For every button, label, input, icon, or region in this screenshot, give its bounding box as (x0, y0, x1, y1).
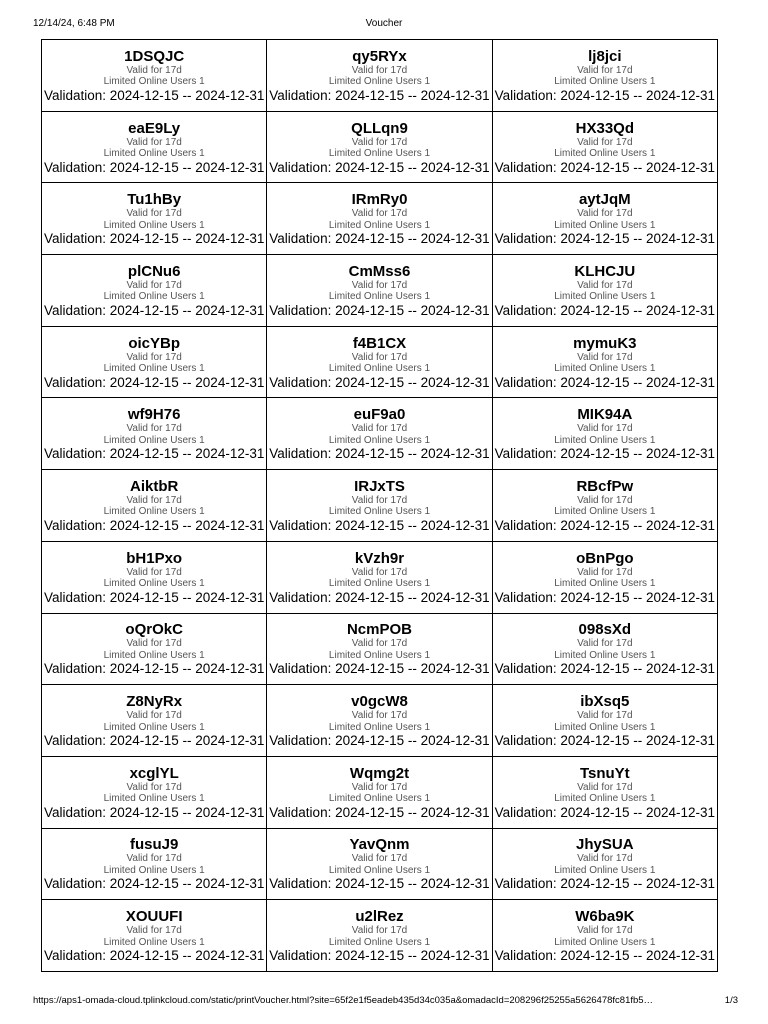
voucher-code: u2lRez (355, 908, 404, 926)
voucher-code: eaE9Ly (128, 119, 181, 137)
voucher-duration: Valid for 17d (126, 64, 182, 76)
voucher-card (42, 112, 267, 184)
voucher-validation: Validation: 2024-12-15 -- 2024-12-31 (269, 446, 490, 462)
voucher-code: lj8jci (588, 47, 622, 65)
voucher-code: oQrOkC (125, 621, 183, 639)
voucher-card (493, 40, 718, 112)
voucher-card (493, 255, 718, 327)
voucher-code: MIK94A (577, 406, 633, 424)
voucher-duration: Valid for 17d (351, 781, 408, 793)
voucher-validation: Validation: 2024-12-15 -- 2024-12-31 (269, 231, 490, 247)
voucher-duration: Valid for 17d (126, 423, 182, 435)
voucher-code: aytJqM (578, 191, 631, 209)
voucher-code: oBnPgo (576, 549, 634, 567)
voucher-validation: Validation: 2024-12-15 -- 2024-12-31 (43, 948, 265, 964)
voucher-online-users: Limited Online Users 1 (328, 649, 431, 661)
print-header (0, 0, 768, 40)
voucher-online-users: Limited Online Users 1 (554, 578, 656, 590)
voucher-code: bH1Pxo (126, 549, 183, 567)
voucher-validation: Validation: 2024-12-15 -- 2024-12-31 (269, 517, 490, 533)
voucher-code: IRmRy0 (351, 191, 408, 209)
voucher-code: Tu1hBy (127, 191, 182, 209)
voucher-validation: Validation: 2024-12-15 -- 2024-12-31 (494, 661, 716, 677)
voucher-duration: Valid for 17d (351, 279, 408, 291)
voucher-code: TsnuYt (579, 764, 630, 782)
voucher-code: fusuJ9 (129, 836, 179, 854)
voucher-card (42, 685, 267, 757)
voucher-card (42, 255, 267, 327)
voucher-duration: Valid for 17d (126, 638, 182, 650)
voucher-validation: Validation: 2024-12-15 -- 2024-12-31 (269, 661, 490, 677)
voucher-duration: Valid for 17d (577, 853, 633, 865)
voucher-duration: Valid for 17d (351, 638, 408, 650)
voucher-validation: Validation: 2024-12-15 -- 2024-12-31 (269, 159, 490, 175)
voucher-validation: Validation: 2024-12-15 -- 2024-12-31 (269, 87, 490, 103)
voucher-duration: Valid for 17d (577, 64, 633, 76)
voucher-validation: Validation: 2024-12-15 -- 2024-12-31 (494, 231, 716, 247)
voucher-validation: Validation: 2024-12-15 -- 2024-12-31 (43, 231, 265, 247)
voucher-code: oicYBp (128, 334, 180, 352)
voucher-duration: Valid for 17d (351, 208, 408, 220)
voucher-duration: Valid for 17d (577, 638, 633, 650)
voucher-duration: Valid for 17d (126, 710, 182, 722)
voucher-code: YavQnm (349, 836, 410, 854)
voucher-card (267, 255, 492, 327)
voucher-code: wf9H76 (127, 406, 181, 424)
voucher-card (493, 685, 718, 757)
voucher-card (267, 900, 492, 972)
voucher-code: f4B1CX (352, 334, 407, 352)
voucher-card (42, 542, 267, 614)
voucher-online-users: Limited Online Users 1 (103, 721, 205, 733)
print-datetime: 12/14/24, 6:48 PM (33, 18, 115, 29)
voucher-duration: Valid for 17d (577, 494, 633, 506)
voucher-card (493, 112, 718, 184)
voucher-validation: Validation: 2024-12-15 -- 2024-12-31 (43, 302, 265, 318)
voucher-card (42, 900, 267, 972)
voucher-card (493, 327, 718, 399)
voucher-card (42, 327, 267, 399)
voucher-card (267, 757, 492, 829)
voucher-online-users: Limited Online Users 1 (554, 864, 656, 876)
voucher-validation: Validation: 2024-12-15 -- 2024-12-31 (43, 374, 265, 390)
voucher-online-users: Limited Online Users 1 (103, 578, 205, 590)
voucher-validation: Validation: 2024-12-15 -- 2024-12-31 (43, 804, 265, 820)
voucher-validation: Validation: 2024-12-15 -- 2024-12-31 (269, 589, 490, 605)
voucher-card (493, 829, 718, 901)
voucher-online-users: Limited Online Users 1 (328, 291, 431, 303)
voucher-duration: Valid for 17d (351, 351, 408, 363)
voucher-card (493, 398, 718, 470)
voucher-validation: Validation: 2024-12-15 -- 2024-12-31 (494, 876, 716, 892)
voucher-grid (41, 39, 718, 972)
voucher-duration: Valid for 17d (577, 279, 633, 291)
voucher-code: plCNu6 (127, 262, 181, 280)
voucher-online-users: Limited Online Users 1 (328, 434, 431, 446)
voucher-card (42, 829, 267, 901)
voucher-duration: Valid for 17d (126, 279, 182, 291)
voucher-online-users: Limited Online Users 1 (554, 148, 656, 160)
voucher-card (493, 900, 718, 972)
voucher-duration: Valid for 17d (126, 208, 182, 220)
voucher-code: W6ba9K (575, 908, 635, 926)
voucher-card (267, 398, 492, 470)
voucher-validation: Validation: 2024-12-15 -- 2024-12-31 (494, 589, 716, 605)
voucher-online-users: Limited Online Users 1 (328, 219, 431, 231)
voucher-duration: Valid for 17d (351, 566, 408, 578)
voucher-code: QLLqn9 (351, 119, 408, 137)
voucher-code: v0gcW8 (351, 693, 408, 711)
voucher-validation: Validation: 2024-12-15 -- 2024-12-31 (269, 876, 490, 892)
voucher-card (267, 614, 492, 686)
voucher-card (267, 685, 492, 757)
voucher-card (493, 542, 718, 614)
voucher-online-users: Limited Online Users 1 (103, 936, 205, 948)
voucher-validation: Validation: 2024-12-15 -- 2024-12-31 (43, 159, 265, 175)
voucher-duration: Valid for 17d (577, 710, 633, 722)
page-title: Voucher (365, 18, 403, 29)
voucher-code: qy5RYx (352, 47, 407, 65)
voucher-code: kVzh9r (354, 549, 405, 567)
voucher-duration: Valid for 17d (126, 351, 182, 363)
voucher-duration: Valid for 17d (577, 566, 633, 578)
voucher-duration: Valid for 17d (126, 925, 182, 937)
voucher-code: 098sXd (578, 621, 632, 639)
voucher-card (267, 40, 492, 112)
voucher-code: AiktbR (129, 477, 179, 495)
page-number: 1/3 (724, 995, 738, 1006)
voucher-validation: Validation: 2024-12-15 -- 2024-12-31 (43, 661, 265, 677)
voucher-online-users: Limited Online Users 1 (554, 76, 656, 88)
voucher-online-users: Limited Online Users 1 (103, 793, 205, 805)
voucher-duration: Valid for 17d (577, 781, 633, 793)
voucher-online-users: Limited Online Users 1 (328, 506, 431, 518)
voucher-validation: Validation: 2024-12-15 -- 2024-12-31 (494, 948, 716, 964)
voucher-validation: Validation: 2024-12-15 -- 2024-12-31 (43, 876, 265, 892)
voucher-duration: Valid for 17d (351, 64, 408, 76)
voucher-duration: Valid for 17d (577, 208, 633, 220)
voucher-card (493, 757, 718, 829)
voucher-online-users: Limited Online Users 1 (328, 936, 431, 948)
voucher-card (267, 829, 492, 901)
voucher-code: XOUUFI (125, 908, 183, 926)
voucher-validation: Validation: 2024-12-15 -- 2024-12-31 (494, 87, 716, 103)
voucher-validation: Validation: 2024-12-15 -- 2024-12-31 (43, 517, 265, 533)
voucher-online-users: Limited Online Users 1 (554, 434, 656, 446)
voucher-card (267, 112, 492, 184)
voucher-online-users: Limited Online Users 1 (103, 864, 205, 876)
voucher-code: euF9a0 (353, 406, 406, 424)
voucher-validation: Validation: 2024-12-15 -- 2024-12-31 (269, 733, 490, 749)
voucher-online-users: Limited Online Users 1 (103, 649, 205, 661)
voucher-card (42, 183, 267, 255)
voucher-code: xcglYL (129, 764, 179, 782)
voucher-code: 1DSQJC (124, 47, 185, 65)
voucher-online-users: Limited Online Users 1 (103, 291, 205, 303)
voucher-online-users: Limited Online Users 1 (103, 434, 205, 446)
voucher-duration: Valid for 17d (351, 423, 408, 435)
voucher-online-users: Limited Online Users 1 (103, 363, 205, 375)
voucher-online-users: Limited Online Users 1 (328, 578, 431, 590)
voucher-validation: Validation: 2024-12-15 -- 2024-12-31 (494, 804, 716, 820)
voucher-duration: Valid for 17d (351, 925, 408, 937)
voucher-online-users: Limited Online Users 1 (328, 864, 431, 876)
voucher-online-users: Limited Online Users 1 (554, 936, 656, 948)
voucher-card (267, 327, 492, 399)
voucher-validation: Validation: 2024-12-15 -- 2024-12-31 (494, 446, 716, 462)
voucher-code: HX33Qd (575, 119, 634, 137)
voucher-card (42, 40, 267, 112)
voucher-duration: Valid for 17d (577, 423, 633, 435)
voucher-code: RBcfPw (576, 477, 634, 495)
voucher-code: ibXsq5 (580, 693, 630, 711)
voucher-code: Wqmg2t (349, 764, 410, 782)
voucher-online-users: Limited Online Users 1 (103, 76, 205, 88)
voucher-code: Z8NyRx (126, 693, 183, 711)
voucher-online-users: Limited Online Users 1 (554, 291, 656, 303)
voucher-validation: Validation: 2024-12-15 -- 2024-12-31 (494, 159, 716, 175)
voucher-online-users: Limited Online Users 1 (103, 219, 205, 231)
voucher-duration: Valid for 17d (126, 136, 182, 148)
voucher-card (42, 757, 267, 829)
voucher-code: JhySUA (576, 836, 634, 854)
voucher-online-users: Limited Online Users 1 (554, 363, 656, 375)
voucher-validation: Validation: 2024-12-15 -- 2024-12-31 (494, 733, 716, 749)
voucher-duration: Valid for 17d (577, 925, 633, 937)
voucher-duration: Valid for 17d (577, 136, 633, 148)
voucher-code: IRJxTS (354, 477, 405, 495)
voucher-code: mymuK3 (573, 334, 637, 352)
voucher-validation: Validation: 2024-12-15 -- 2024-12-31 (269, 302, 490, 318)
voucher-validation: Validation: 2024-12-15 -- 2024-12-31 (43, 446, 265, 462)
voucher-code: NcmPOB (346, 621, 412, 639)
voucher-validation: Validation: 2024-12-15 -- 2024-12-31 (43, 733, 265, 749)
voucher-validation: Validation: 2024-12-15 -- 2024-12-31 (494, 374, 716, 390)
voucher-duration: Valid for 17d (351, 494, 408, 506)
voucher-code: CmMss6 (348, 262, 411, 280)
voucher-duration: Valid for 17d (351, 136, 408, 148)
voucher-online-users: Limited Online Users 1 (328, 721, 431, 733)
voucher-card (267, 183, 492, 255)
voucher-online-users: Limited Online Users 1 (554, 506, 656, 518)
voucher-online-users: Limited Online Users 1 (554, 793, 656, 805)
voucher-duration: Valid for 17d (577, 351, 633, 363)
voucher-online-users: Limited Online Users 1 (103, 148, 205, 160)
voucher-online-users: Limited Online Users 1 (554, 649, 656, 661)
voucher-card (493, 614, 718, 686)
voucher-code: KLHCJU (574, 262, 636, 280)
print-url: https://aps1-omada-cloud.tplinkcloud.com/static/printVoucher.html?site=65f2e1f5eadeb435d34c035a&omadacId=208296f25255a5626478fc81fb5… (33, 995, 654, 1006)
voucher-duration: Valid for 17d (126, 566, 182, 578)
voucher-duration: Valid for 17d (351, 853, 408, 865)
voucher-validation: Validation: 2024-12-15 -- 2024-12-31 (269, 948, 490, 964)
voucher-duration: Valid for 17d (126, 494, 182, 506)
voucher-online-users: Limited Online Users 1 (554, 721, 656, 733)
voucher-online-users: Limited Online Users 1 (328, 793, 431, 805)
voucher-card (493, 470, 718, 542)
voucher-validation: Validation: 2024-12-15 -- 2024-12-31 (269, 804, 490, 820)
voucher-card (42, 470, 267, 542)
voucher-validation: Validation: 2024-12-15 -- 2024-12-31 (494, 302, 716, 318)
voucher-duration: Valid for 17d (126, 781, 182, 793)
voucher-online-users: Limited Online Users 1 (103, 506, 205, 518)
voucher-duration: Valid for 17d (126, 853, 182, 865)
voucher-card (267, 470, 492, 542)
voucher-validation: Validation: 2024-12-15 -- 2024-12-31 (43, 87, 265, 103)
voucher-validation: Validation: 2024-12-15 -- 2024-12-31 (269, 374, 490, 390)
voucher-validation: Validation: 2024-12-15 -- 2024-12-31 (494, 517, 716, 533)
print-footer (0, 995, 768, 1009)
voucher-card (42, 614, 267, 686)
voucher-validation: Validation: 2024-12-15 -- 2024-12-31 (43, 589, 265, 605)
voucher-card (493, 183, 718, 255)
voucher-duration: Valid for 17d (351, 710, 408, 722)
voucher-card (42, 398, 267, 470)
voucher-online-users: Limited Online Users 1 (328, 148, 431, 160)
voucher-online-users: Limited Online Users 1 (328, 76, 431, 88)
voucher-card (267, 542, 492, 614)
voucher-online-users: Limited Online Users 1 (328, 363, 431, 375)
voucher-online-users: Limited Online Users 1 (554, 219, 656, 231)
